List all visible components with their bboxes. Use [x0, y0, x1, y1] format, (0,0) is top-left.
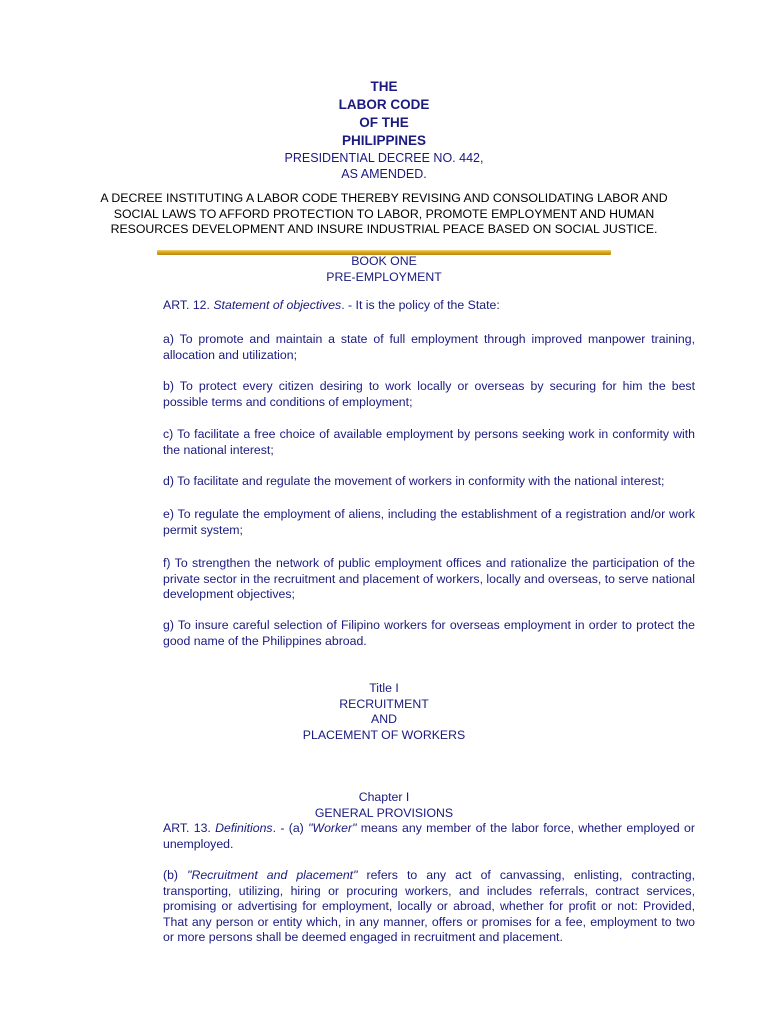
- art12-rest: . - It is the policy of the State:: [341, 298, 500, 312]
- art13-para-b: [163, 868, 695, 946]
- art12-item-a: a) To promote and maintain a state of full employment through improved manpower training, allocation and utilization;: [163, 332, 695, 362]
- title-heading: [0, 681, 768, 743]
- art12-item-c: c) To facilitate a free choice of available employment by persons seeking work in conformity with the national interest;: [163, 427, 695, 457]
- book-heading: [0, 254, 768, 285]
- chapter-heading: [0, 790, 768, 821]
- title-line-and: AND: [371, 712, 397, 726]
- art13-term-worker: "Worker": [308, 821, 357, 835]
- title-line-4: PHILIPPINES: [341, 133, 427, 148]
- art12-item-f: f) To strengthen the network of public employment offices and rationalize the participation of the private sector in the recruitment and placement of workers, locally and overseas, to serve national development objectives;: [163, 556, 695, 601]
- art13-sep: . - (a): [272, 821, 309, 835]
- chapter-number: Chapter I: [358, 790, 410, 804]
- subtitle-line-1: PRESIDENTIAL DECREE NO. 442,: [284, 151, 484, 165]
- book-name: PRE-EMPLOYMENT: [326, 269, 442, 284]
- art12-item-g: g) To insure careful selection of Filipino workers for overseas employment in order to protect the good name of the Philippines abroad.: [163, 618, 695, 648]
- document-title-block: [0, 78, 768, 182]
- art12-item-d: d) To facilitate and regulate the movement of workers in conformity with the national interest;: [163, 474, 665, 488]
- art12-item-b: b) To protect every citizen desiring to work locally or overseas by securing for him the best possible terms and conditions of employment;: [163, 379, 695, 409]
- title-line-recruitment: RECRUITMENT: [339, 696, 429, 711]
- art12-intro: [163, 298, 695, 314]
- art12-label: ART. 12.: [163, 298, 210, 312]
- art12-item-e: e) To regulate the employment of aliens, including the establishment of a registration and/or work permit system;: [163, 507, 695, 537]
- art13-heading: Definitions: [215, 821, 273, 835]
- title-line-1: THE: [370, 79, 398, 94]
- decree-statement: A DECREE INSTITUTING A LABOR CODE THEREBY REVISING AND CONSOLIDATING LABOR AND SOCIAL LAWS TO AFFORD PROTECTION TO LABOR, PROMOTE EMPLOYMENT AND HUMAN RESOURCES DEVELOPMENT AND INSURE INDUSTRIAL PEACE BASED ON SOCIAL JUSTICE.: [100, 191, 668, 236]
- book-number: BOOK ONE: [351, 254, 417, 268]
- title-number: Title I: [369, 681, 399, 695]
- chapter-name: GENERAL PROVISIONS: [314, 805, 454, 820]
- art13-label: ART. 13.: [163, 821, 211, 835]
- art13-para-a: [163, 821, 695, 852]
- art13-def-worker: means any member of the labor force, whether employed or unemployed.: [163, 821, 695, 851]
- art12-heading: Statement of objectives: [213, 298, 342, 312]
- subtitle-line-2: AS AMENDED.: [341, 167, 427, 181]
- title-line-3: OF THE: [359, 115, 409, 130]
- title-line-placement: PLACEMENT OF WORKERS: [302, 727, 466, 742]
- art13-term-recruitment: "Recruitment and placement": [187, 868, 358, 882]
- title-line-2: LABOR CODE: [338, 97, 430, 112]
- art13-def-recruitment: refers to any act of canvassing, enlisting, contracting, transporting, utilizing, hiring or procuring workers, and includes referrals, contract services, promising or advertising for employment, locally or abroad, whether for profit or not: Provided, That any person or entity which, in any manner, offers or promises for a fee, employment to two or more persons shall be deemed engaged in recruitment and placement.: [163, 868, 695, 944]
- art13-prefix-b: (b): [163, 868, 188, 882]
